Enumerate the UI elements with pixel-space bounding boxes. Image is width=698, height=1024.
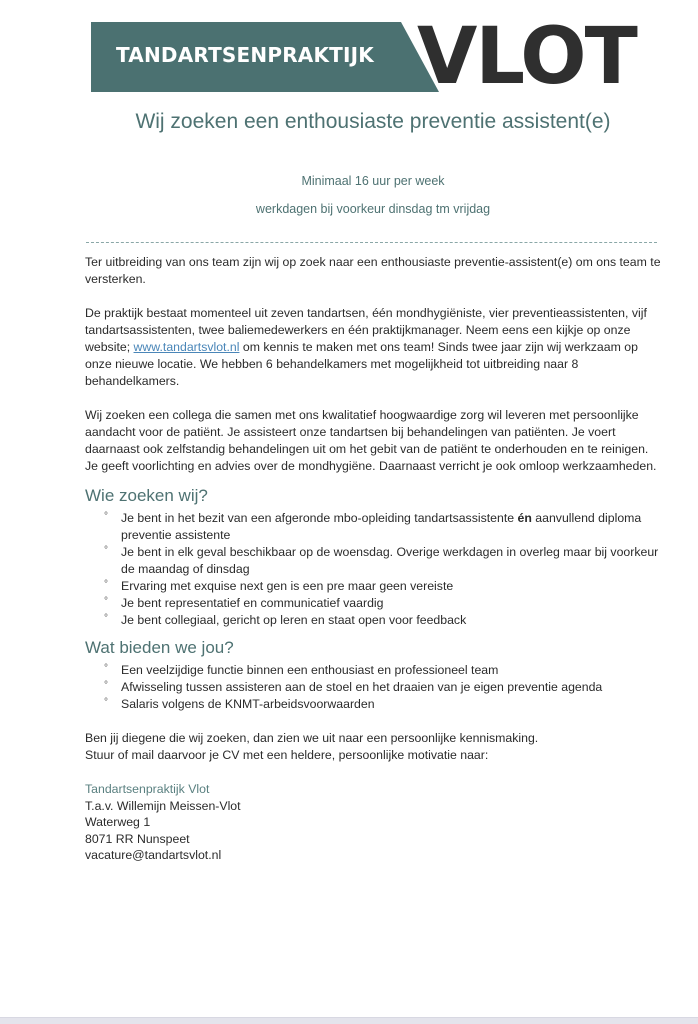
practice-logo xyxy=(91,12,657,102)
logo-band-text: TANDARTSENPRAKTIJK xyxy=(116,43,374,67)
practice-text-after-link: om kennis te maken met ons team! Sinds twee jaar zijn wij werkzaam op onze nieuwe locatie. We hebben 6 behandelkamers met mogelijkheid tot uitbreiding naar 8 behandelkamers. xyxy=(85,340,638,388)
list-item: ° Je bent in elk geval beschikbaar op de woensdag. Overige werkdagen in overleg maar bij voorkeur de maandag of dinsdag xyxy=(121,544,663,578)
who-heading: Wie zoeken wij? xyxy=(85,486,208,505)
days-subtitle: werkdagen bij voorkeur dinsdag tm vrijdag xyxy=(255,202,491,216)
vacancy-body xyxy=(85,254,663,864)
list-item: ° Je bent representatief en communicatief vaardig xyxy=(121,595,663,612)
intro-paragraph: Ter uitbreiding van ons team zijn wij op zoek naar een enthousiaste preventie-assistent(e) om ons team te versterken. xyxy=(85,255,661,286)
dashed-divider xyxy=(86,242,657,243)
list-item: ° Salaris volgens de KNMT-arbeidsvoorwaarden xyxy=(121,696,663,713)
page-title: Wij zoeken een enthousiaste preventie assistent(e) xyxy=(135,110,611,133)
bullet-icon: ° xyxy=(104,697,108,708)
closing-line-2: Stuur of mail daarvoor je CV met een heldere, persoonlijke motivatie naar: xyxy=(85,748,489,762)
emphasis-text: én xyxy=(517,511,532,525)
who-list xyxy=(85,510,663,629)
bottom-edge xyxy=(0,1017,698,1024)
practice-paragraph xyxy=(85,305,663,390)
address-street: Waterweg 1 xyxy=(85,815,151,829)
list-item: ° Een veelzijdige functie binnen een enthousiast en professioneel team xyxy=(121,662,663,679)
bullet-icon: ° xyxy=(104,545,108,556)
offer-list xyxy=(85,662,663,713)
bullet-icon: ° xyxy=(104,579,108,590)
hours-subtitle: Minimaal 16 uur per week xyxy=(301,174,445,188)
list-item: ° Je bent collegiaal, gericht op leren en staat open voor feedback xyxy=(121,612,663,629)
logo-wordmark: VLOT xyxy=(417,12,636,102)
address-city: 8071 RR Nunspeet xyxy=(85,831,190,846)
role-paragraph: Wij zoeken een collega die samen met ons kwalitatief hoogwaardige zorg wil leveren met persoonlijke aandacht voor de patiënt. Je assisteert onze tandartsen bij behandelingen van patiënten. Je voert daarnaast ook zelfstandig behandelingen uit om het gebit van de patiënt te onderhouden en te reinigen. Je geeft voorlichting en advies over de mondhygiëne. Daarnaast verricht je ook omloop werkzaamheden. xyxy=(85,408,657,473)
website-link[interactable]: www.tandartsvlot.nl xyxy=(133,340,240,354)
practice-text-before-link: De praktijk bestaat momenteel uit zeven tandartsen, één mondhygiëniste, vier preventieassistenten, vijf tandartsassistenten, twee baliemedewerkers en één praktijkmanager. Neem eens een kijkje op onze website; xyxy=(85,306,647,354)
list-item: ° Afwisseling tussen assisteren aan de stoel en het draaien van je eigen preventie agenda xyxy=(121,679,663,696)
address-attention: T.a.v. Willemijn Meissen-Vlot xyxy=(85,798,241,813)
address-email[interactable]: vacature@tandartsvlot.nl xyxy=(85,848,222,862)
bullet-icon: ° xyxy=(104,613,108,624)
offer-heading: Wat bieden we jou? xyxy=(85,638,234,657)
bullet-icon: ° xyxy=(104,511,108,522)
list-item: ° Je bent in het bezit van een afgeronde mbo-opleiding tandartsassistente én aanvullend diploma preventie assistente xyxy=(121,510,663,544)
bullet-icon: ° xyxy=(104,680,108,691)
address-company: Tandartsenpraktijk Vlot xyxy=(85,782,210,796)
closing-text xyxy=(85,730,663,764)
contact-address xyxy=(85,781,663,864)
bullet-icon: ° xyxy=(104,663,108,674)
closing-line-1: Ben jij diegene die wij zoeken, dan zien we uit naar een persoonlijke kennismaking. xyxy=(85,731,539,745)
bullet-icon: ° xyxy=(104,596,108,607)
list-item: ° Ervaring met exquise next gen is een pre maar geen vereiste xyxy=(121,578,663,595)
